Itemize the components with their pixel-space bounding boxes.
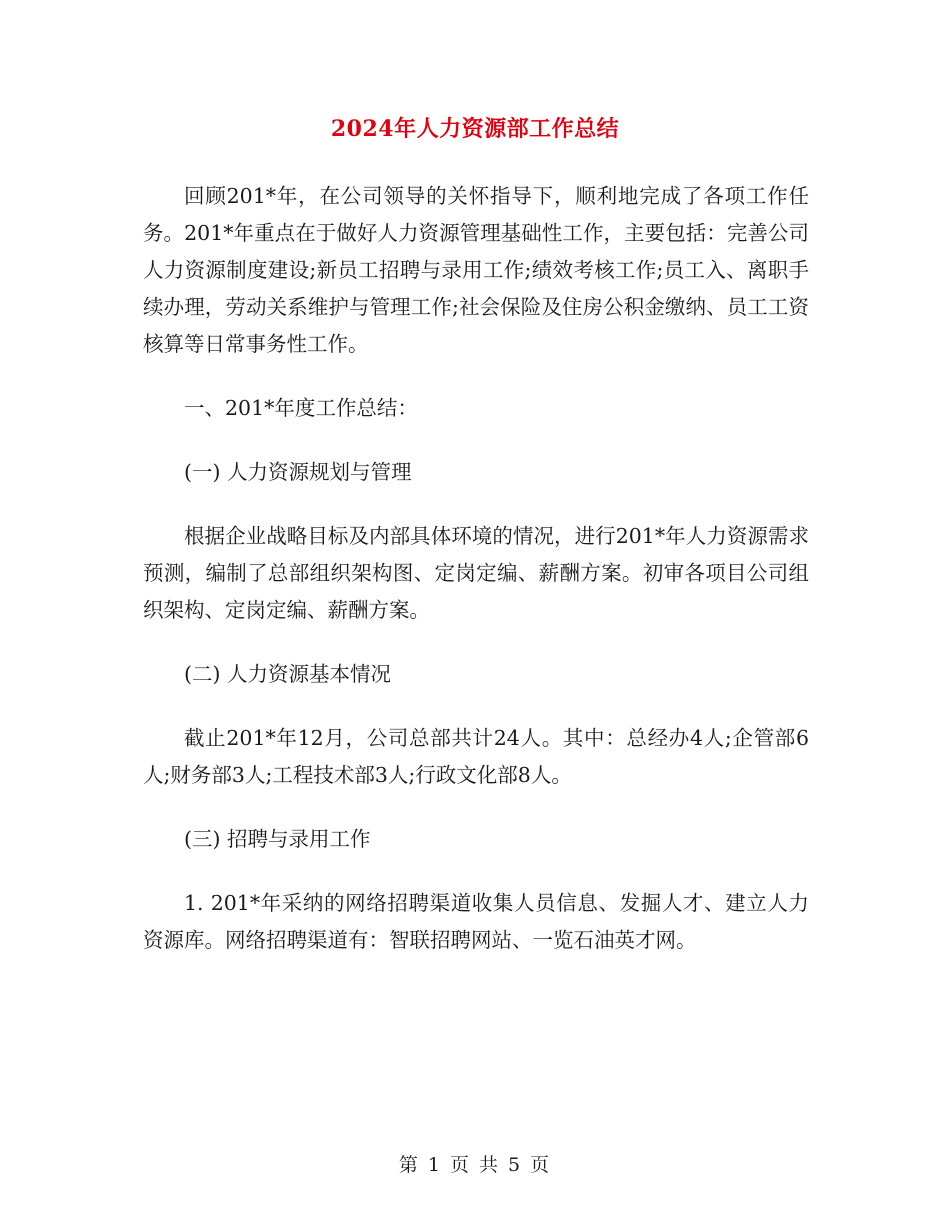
section-heading-1: 一、201*年度工作总结： [184,396,418,420]
page-footer: 第 1 页 共 5 页 [398,1154,552,1176]
paragraph-recruitment: 1. 201*年采纳的网络招聘渠道收集人员信息、发掘人才、建立人力资源库。网络招聘渠道有：智联招聘网站、一览石油英才网。 [143,891,809,952]
subsection-heading-1: (一) 人力资源规划与管理 [184,460,412,484]
subsection-heading-3: (三) 招聘与录用工作 [184,827,371,851]
document-body [143,178,809,986]
paragraph-planning: 根据企业战略目标及内部具体环境的情况，进行201*年人力资源需求预测，编制了总部组织架构图、定岗定编、薪酬方案。初审各项目公司组织架构、定岗定编、薪酬方案。 [143,524,809,622]
subsection-heading-2: (二) 人力资源基本情况 [184,662,392,686]
paragraph-intro: 回顾201*年，在公司领导的关怀指导下，顺利地完成了各项工作任务。201*年重点在于做好人力资源管理基础性工作，主要包括：完善公司人力资源制度建设;新员工招聘与录用工作;绩效考核工作;员工入、离职手续办理，劳动关系维护与管理工作;社会保险及住房公积金缴纳、员工工资核算等日常事务性工作。 [143,184,809,356]
paragraph-staffing: 截止201*年12月，公司总部共计24人。其中：总经办4人;企管部6人;财务部3人;工程技术部3人;行政文化部8人。 [143,726,809,787]
document-title: 2024年人力资源部工作总结 [330,116,620,142]
